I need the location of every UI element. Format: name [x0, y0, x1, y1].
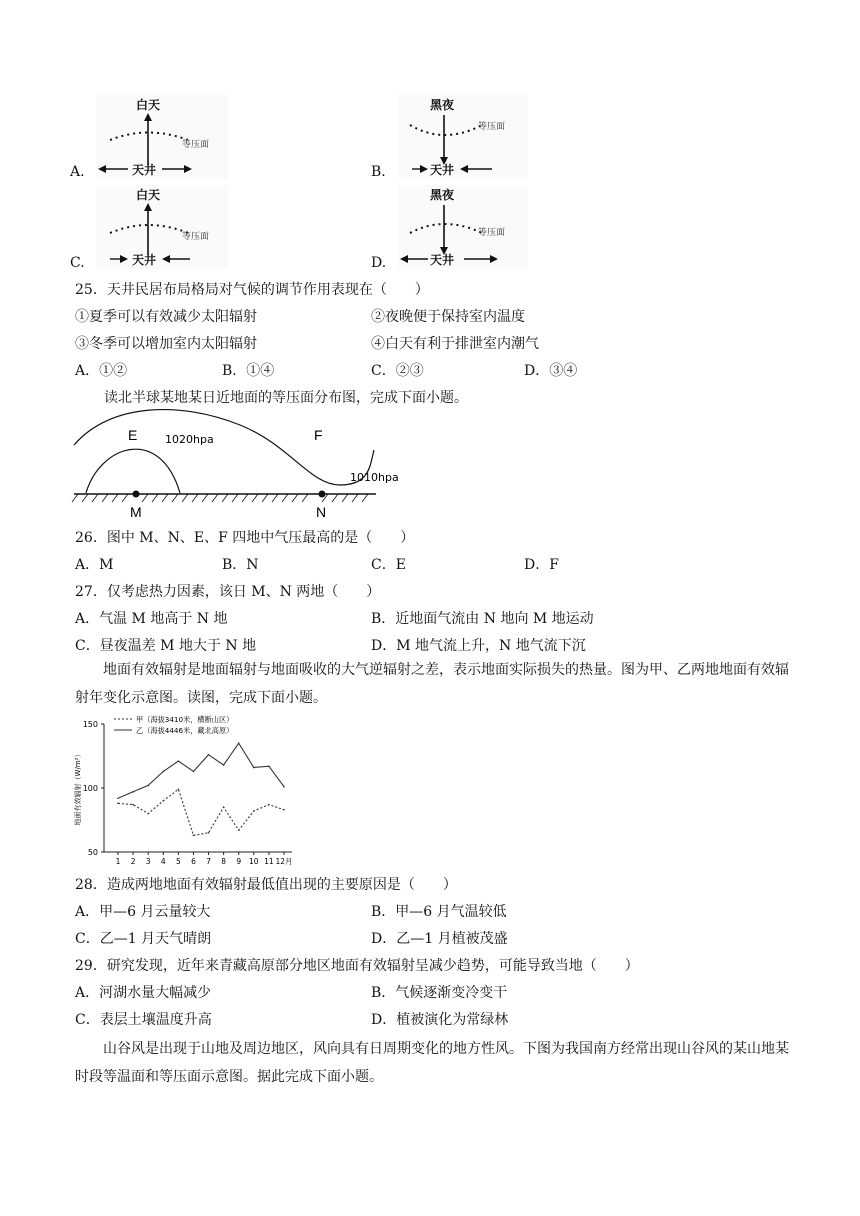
data-point: [223, 806, 225, 808]
data-point: [223, 764, 225, 766]
x-tick-label: 7: [206, 857, 211, 866]
diagram-option-c: [96, 185, 228, 269]
data-point: [132, 804, 134, 806]
data-point: [162, 800, 164, 802]
y-tick-label: 100: [82, 784, 98, 793]
x-tick-label: 3: [145, 857, 151, 866]
q28-option-b[interactable]: B．甲—6 月气温较低: [371, 904, 507, 920]
q28-stem: 28．造成两地地面有效辐射最低值出现的主要原因是（ ）: [75, 877, 457, 893]
q29-option-c[interactable]: C．表层土壤温度升高: [75, 1012, 212, 1028]
q29-option-d[interactable]: D．植被演化为常绿林: [371, 1012, 509, 1028]
data-point: [162, 771, 164, 773]
y-tick-label: 50: [87, 848, 98, 857]
q26-option-c[interactable]: C．E: [371, 557, 406, 573]
data-point: [132, 791, 134, 793]
q25-statement-4: ④白天有利于排泄室内潮气: [371, 336, 539, 352]
q28-option-c[interactable]: C．乙—1 月天气晴朗: [75, 931, 212, 947]
x-tick-label: 6: [191, 857, 196, 866]
radiation-chart-svg: [70, 712, 300, 870]
x-tick-label: 5: [175, 857, 181, 866]
svg-text:等压面: 等压面: [478, 122, 506, 132]
svg-text:等压面: 等压面: [182, 232, 210, 242]
point-f-label: F: [314, 427, 323, 443]
q27-option-d[interactable]: D．M 地气流上升，N 地气流下沉: [371, 638, 586, 654]
q29-stem: 29．研究发现，近年来青藏高原部分地区地面有效辐射呈减少趋势，可能导致当地（ ）: [75, 958, 639, 974]
data-point: [147, 785, 149, 787]
intro-30: 山谷风是出现于山地及周边地区，风向具有日周期变化的地方性风。下图为我国南方经常出现山谷风的某山地某时段等温面和等压面示意图。据此完成下面小题。: [75, 1041, 789, 1085]
svg-text:等压面: 等压面: [478, 228, 506, 238]
diagram-option-d: [398, 185, 528, 269]
option-c-letter: C.: [70, 255, 85, 271]
option-d-letter: D.: [371, 255, 387, 271]
isobar-figure: [70, 405, 399, 521]
data-point: [238, 742, 240, 744]
option-b-letter: B.: [371, 164, 386, 180]
data-point: [208, 832, 210, 834]
svg-text:天井: 天井: [132, 253, 157, 267]
option-a-letter: A.: [70, 164, 85, 180]
data-point: [117, 803, 119, 805]
radiation-chart: [70, 712, 300, 870]
q25-option-c[interactable]: C．②③: [371, 363, 424, 379]
intro-28-29: 地面有效辐射是地面辐射与地面吸收的大气逆辐射之差，表示地面实际损失的热量。图为甲、乙两地地面有效辐射年变化示意图。读图，完成下面小题。: [75, 662, 789, 706]
data-point: [178, 760, 180, 762]
svg-text:白天: 白天: [136, 188, 161, 202]
x-tick-label: 2: [130, 857, 136, 866]
data-point: [283, 809, 285, 811]
data-point: [268, 765, 270, 767]
x-tick-label: 11: [264, 857, 274, 866]
point-m-label: M: [130, 504, 142, 520]
data-point: [193, 835, 195, 837]
point-n-label: N: [316, 504, 327, 520]
data-point: [268, 804, 270, 806]
q26-stem: 26．图中 M、N、E、F 四地中气压最高的是（ ）: [75, 530, 415, 546]
x-tick-label: 1: [115, 857, 121, 866]
svg-text:黑夜: 黑夜: [430, 98, 455, 112]
svg-text:黑夜: 黑夜: [430, 188, 455, 202]
q25-stem: 25．天井民居布局格局对气候的调节作用表现在（ ）: [75, 282, 429, 298]
isobar-1010-label: 1010hpa: [350, 471, 399, 484]
q25-option-a[interactable]: A．①②: [75, 363, 128, 379]
q25-statement-1: ①夏季可以有效减少太阳辐射: [75, 309, 257, 325]
series-line-yi: [118, 743, 284, 798]
svg-text:天井: 天井: [430, 163, 455, 177]
q26-option-b[interactable]: B．N: [222, 557, 259, 573]
legend-label: 甲（海拔3410米，横断山区）: [136, 715, 234, 724]
q28-option-d[interactable]: D．乙—1 月植被茂盛: [371, 931, 508, 947]
diagram-option-b: [398, 95, 528, 179]
y-tick-label: 150: [82, 720, 98, 729]
legend-label: 乙（海拔4446米，藏北高原）: [136, 726, 234, 735]
x-tick-label: 9: [236, 857, 242, 866]
x-tick-label: 8: [221, 857, 227, 866]
data-point: [208, 754, 210, 756]
data-point: [238, 829, 240, 831]
data-point: [253, 767, 255, 769]
svg-text:等压面: 等压面: [182, 140, 210, 150]
q29-option-a[interactable]: A．河湖水量大幅减少: [75, 985, 212, 1001]
x-tick-label: 10: [249, 857, 259, 866]
x-tick-label: 4: [160, 857, 166, 866]
y-axis-label: 地面有效辐射（W/m²）: [74, 750, 82, 826]
q29-option-b[interactable]: B．气候逐渐变冷变干: [371, 985, 508, 1001]
data-point: [253, 810, 255, 812]
q25-option-b[interactable]: B．①④: [222, 363, 275, 379]
intro-26-27: 读北半球某地某日近地面的等压面分布图，完成下面小题。: [104, 390, 468, 406]
isobar-1020-label: 1020hpa: [165, 433, 214, 446]
q26-option-d[interactable]: D．F: [524, 557, 559, 573]
data-point: [283, 786, 285, 788]
data-point: [193, 771, 195, 773]
data-point: [178, 788, 180, 790]
q27-option-c[interactable]: C．昼夜温差 M 地大于 N 地: [75, 638, 257, 654]
series-line-jia: [118, 789, 284, 835]
q27-option-b[interactable]: B．近地面气流由 N 地向 M 地运动: [371, 611, 594, 627]
point-e-label: E: [128, 427, 138, 443]
q26-option-a[interactable]: A．M: [75, 557, 114, 573]
q25-statement-3: ③冬季可以增加室内太阳辐射: [75, 336, 257, 352]
x-tick-label: 12月: [275, 857, 293, 866]
svg-text:天井: 天井: [430, 253, 455, 267]
q25-statement-2: ②夜晚便于保持室内温度: [371, 309, 525, 325]
data-point: [117, 797, 119, 799]
q27-stem: 27．仅考虑热力因素，该日 M、N 两地（ ）: [75, 584, 381, 600]
svg-text:天井: 天井: [132, 163, 157, 177]
data-point: [147, 813, 149, 815]
q25-option-d[interactable]: D．③④: [524, 363, 578, 379]
q27-option-a[interactable]: A．气温 M 地高于 N 地: [75, 611, 228, 627]
diagram-option-a: [96, 95, 228, 179]
diagram-a-top-label: 白天: [136, 98, 161, 112]
q28-option-a[interactable]: A．甲—6 月云量较大: [75, 904, 211, 920]
